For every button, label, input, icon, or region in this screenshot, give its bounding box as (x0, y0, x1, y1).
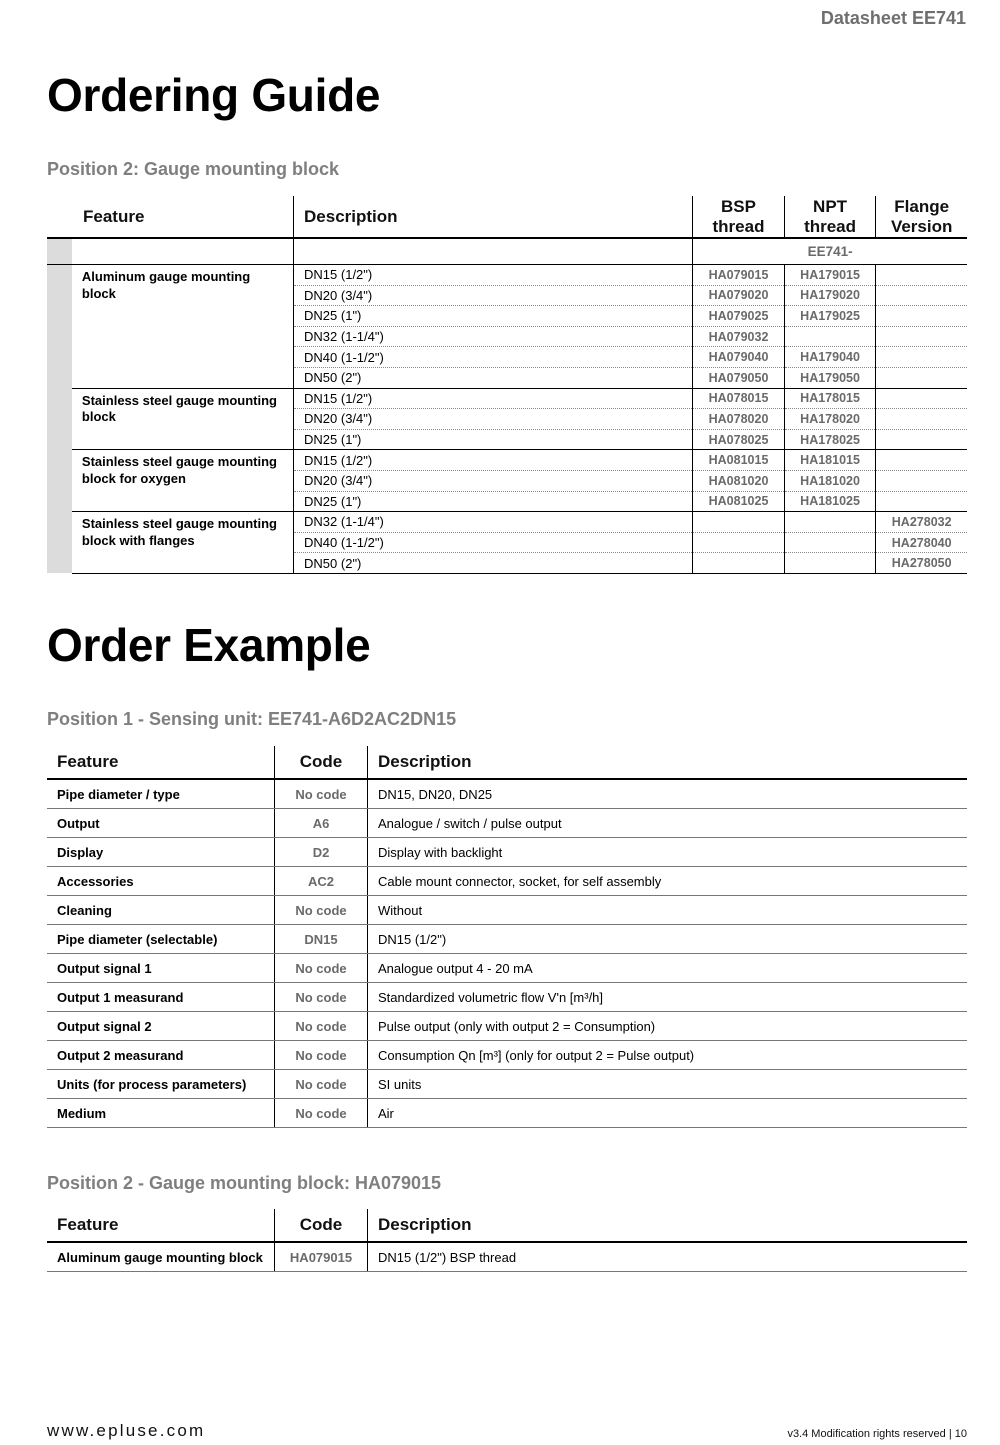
table-row (47, 838, 967, 867)
flange-header-line2: Version (890, 216, 953, 236)
feature-cell: Stainless steel gauge mounting block for oxygen (72, 450, 294, 512)
prefix-row (47, 238, 967, 265)
flange-code-cell (876, 409, 967, 430)
description-cell: DN20 (3/4") (294, 285, 693, 306)
npt-code-cell (784, 326, 876, 347)
table-row (47, 896, 967, 925)
npt-code-cell: HA179050 (784, 367, 876, 388)
document-title: Datasheet EE741 (820, 8, 966, 28)
npt-code-cell (784, 512, 876, 533)
grey-band (47, 238, 72, 265)
description-cell: Consumption Qn [m³] (only for output 2 = Pulse output) (368, 1041, 968, 1070)
bsp-header-line2: thread (712, 216, 765, 236)
column-header-code: Code (275, 1209, 368, 1242)
column-header-feature: Feature (47, 746, 275, 779)
description-cell: DN20 (3/4") (294, 409, 693, 430)
code-cell: No code (275, 896, 368, 925)
feature-cell: Accessories (47, 867, 275, 896)
flange-code-cell: HA278040 (876, 532, 967, 553)
bsp-code-cell: HA079025 (693, 306, 785, 327)
bsp-code-cell: HA079040 (693, 347, 785, 368)
feature-cell: Units (for process parameters) (47, 1070, 275, 1099)
column-header-code: Code (275, 746, 368, 779)
npt-code-cell: HA179020 (784, 285, 876, 306)
description-cell: DN25 (1") (294, 306, 693, 327)
description-cell: DN15 (1/2") (294, 388, 693, 409)
code-cell: A6 (275, 809, 368, 838)
code-cell: DN15 (275, 925, 368, 954)
column-header-description: Description (294, 196, 693, 238)
bsp-code-cell: HA079032 (693, 326, 785, 347)
flange-code-cell (876, 347, 967, 368)
prefix-row-feature (72, 238, 294, 265)
description-cell: Display with backlight (368, 838, 968, 867)
feature-cell: Medium (47, 1099, 275, 1128)
npt-code-cell: HA178020 (784, 409, 876, 430)
grey-band (47, 265, 72, 574)
description-cell: DN50 (2") (294, 553, 693, 574)
flange-code-cell (876, 285, 967, 306)
position2-table (47, 1209, 967, 1272)
column-header-bsp (693, 196, 785, 238)
description-cell: Pulse output (only with output 2 = Consumption) (368, 1012, 968, 1041)
column-header-description: Description (368, 1209, 968, 1242)
bsp-code-cell: HA079015 (693, 265, 785, 286)
feature-cell: Pipe diameter / type (47, 779, 275, 809)
npt-code-cell: HA179015 (784, 265, 876, 286)
flange-code-cell: HA278050 (876, 553, 967, 574)
footer-version-page: v3.4 Modification rights reserved | 10 (787, 1428, 967, 1440)
feature-cell: Output 2 measurand (47, 1041, 275, 1070)
column-header-description: Description (368, 746, 968, 779)
footer-website[interactable]: www.epluse.com (47, 1421, 206, 1440)
flange-code-cell (876, 450, 967, 471)
flange-code-cell (876, 388, 967, 409)
npt-code-cell: HA181025 (784, 491, 876, 512)
order-example-heading: Order Example (47, 619, 371, 671)
bsp-code-cell: HA078020 (693, 409, 785, 430)
table-row (47, 779, 967, 809)
bsp-code-cell: HA079020 (693, 285, 785, 306)
description-cell: DN15 (1/2") (368, 925, 968, 954)
code-cell: D2 (275, 838, 368, 867)
description-cell: Cable mount connector, socket, for self assembly (368, 867, 968, 896)
description-cell: Analogue output 4 - 20 mA (368, 954, 968, 983)
feature-cell: Output signal 2 (47, 1012, 275, 1041)
code-cell: No code (275, 779, 368, 809)
table-row (47, 450, 967, 471)
order-code-prefix: EE741- (693, 238, 967, 265)
description-cell: Air (368, 1099, 968, 1128)
npt-code-cell: HA179025 (784, 306, 876, 327)
code-cell: No code (275, 983, 368, 1012)
feature-cell: Output signal 1 (47, 954, 275, 983)
bsp-code-cell (693, 553, 785, 574)
code-cell: No code (275, 954, 368, 983)
bsp-code-cell: HA081020 (693, 470, 785, 491)
npt-code-cell: HA178015 (784, 388, 876, 409)
description-cell: DN32 (1-1/4") (294, 326, 693, 347)
table-row (47, 925, 967, 954)
npt-header-line2: thread (804, 216, 857, 236)
bsp-code-cell: HA079050 (693, 367, 785, 388)
bsp-header-line1: BSP (721, 196, 756, 216)
flange-code-cell (876, 491, 967, 512)
code-cell: AC2 (275, 867, 368, 896)
column-header-flange (876, 196, 967, 238)
table-row (47, 1012, 967, 1041)
position1-table (47, 746, 967, 1128)
description-cell: DN20 (3/4") (294, 470, 693, 491)
description-cell: DN40 (1-1/2") (294, 532, 693, 553)
prefix-row-description (294, 238, 693, 265)
table-row (47, 512, 967, 533)
flange-code-cell (876, 367, 967, 388)
bsp-code-cell (693, 512, 785, 533)
flange-code-cell (876, 306, 967, 327)
bsp-code-cell: HA081015 (693, 450, 785, 471)
description-cell: DN40 (1-1/2") (294, 347, 693, 368)
code-cell: No code (275, 1041, 368, 1070)
code-cell: No code (275, 1012, 368, 1041)
feature-cell: Stainless steel gauge mounting block (72, 388, 294, 450)
description-cell: SI units (368, 1070, 968, 1099)
flange-code-cell (876, 429, 967, 450)
table-header-row (47, 196, 967, 238)
flange-code-cell (876, 326, 967, 347)
table-row (47, 265, 967, 286)
description-cell: DN50 (2") (294, 367, 693, 388)
table-row (47, 1041, 967, 1070)
description-cell: DN32 (1-1/4") (294, 512, 693, 533)
feature-cell: Pipe diameter (selectable) (47, 925, 275, 954)
table-row (47, 1099, 967, 1128)
npt-code-cell (784, 532, 876, 553)
description-cell: DN15 (1/2") (294, 450, 693, 471)
column-header-feature: Feature (47, 1209, 275, 1242)
table-row (47, 983, 967, 1012)
description-cell: DN25 (1") (294, 491, 693, 512)
flange-code-cell: HA278032 (876, 512, 967, 533)
table-row (47, 1242, 967, 1272)
table-header-row (47, 746, 967, 779)
npt-code-cell: HA179040 (784, 347, 876, 368)
feature-cell: Display (47, 838, 275, 867)
bsp-code-cell (693, 532, 785, 553)
column-header-npt (784, 196, 876, 238)
npt-code-cell: HA181020 (784, 470, 876, 491)
table-header-row (47, 1209, 967, 1242)
description-cell: Without (368, 896, 968, 925)
position2-subtitle: Position 2 - Gauge mounting block: HA079015 (47, 1173, 442, 1193)
npt-code-cell (784, 553, 876, 574)
flange-code-cell (876, 265, 967, 286)
bsp-code-cell: HA078025 (693, 429, 785, 450)
npt-code-cell: HA178025 (784, 429, 876, 450)
table-row (47, 954, 967, 983)
table-row (47, 867, 967, 896)
npt-code-cell: HA181015 (784, 450, 876, 471)
feature-cell: Stainless steel gauge mounting block with flanges (72, 512, 294, 574)
feature-cell: Output 1 measurand (47, 983, 275, 1012)
description-cell: DN15 (1/2") BSP thread (368, 1242, 968, 1272)
bsp-code-cell: HA078015 (693, 388, 785, 409)
description-cell: DN25 (1") (294, 429, 693, 450)
feature-cell: Aluminum gauge mounting block (72, 265, 294, 389)
ordering-guide-subtitle: Position 2: Gauge mounting block (47, 159, 340, 179)
flange-header-line1: Flange (894, 196, 950, 216)
code-cell: No code (275, 1099, 368, 1128)
npt-header-line1: NPT (813, 196, 848, 216)
description-cell: DN15 (1/2") (294, 265, 693, 286)
feature-cell: Output (47, 809, 275, 838)
bsp-code-cell: HA081025 (693, 491, 785, 512)
ordering-guide-heading: Ordering Guide (47, 69, 381, 121)
table-row (47, 388, 967, 409)
column-header-feature: Feature (47, 196, 294, 238)
code-cell: HA079015 (275, 1242, 368, 1272)
description-cell: Standardized volumetric flow V'n [m³/h] (368, 983, 968, 1012)
position1-subtitle: Position 1 - Sensing unit: EE741-A6D2AC2DN15 (47, 709, 457, 729)
ordering-guide-table (47, 196, 967, 574)
feature-cell: Aluminum gauge mounting block (47, 1242, 275, 1272)
table-row (47, 809, 967, 838)
description-cell: DN15, DN20, DN25 (368, 779, 968, 809)
description-cell: Analogue / switch / pulse output (368, 809, 968, 838)
table-row (47, 1070, 967, 1099)
flange-code-cell (876, 470, 967, 491)
code-cell: No code (275, 1070, 368, 1099)
feature-cell: Cleaning (47, 896, 275, 925)
